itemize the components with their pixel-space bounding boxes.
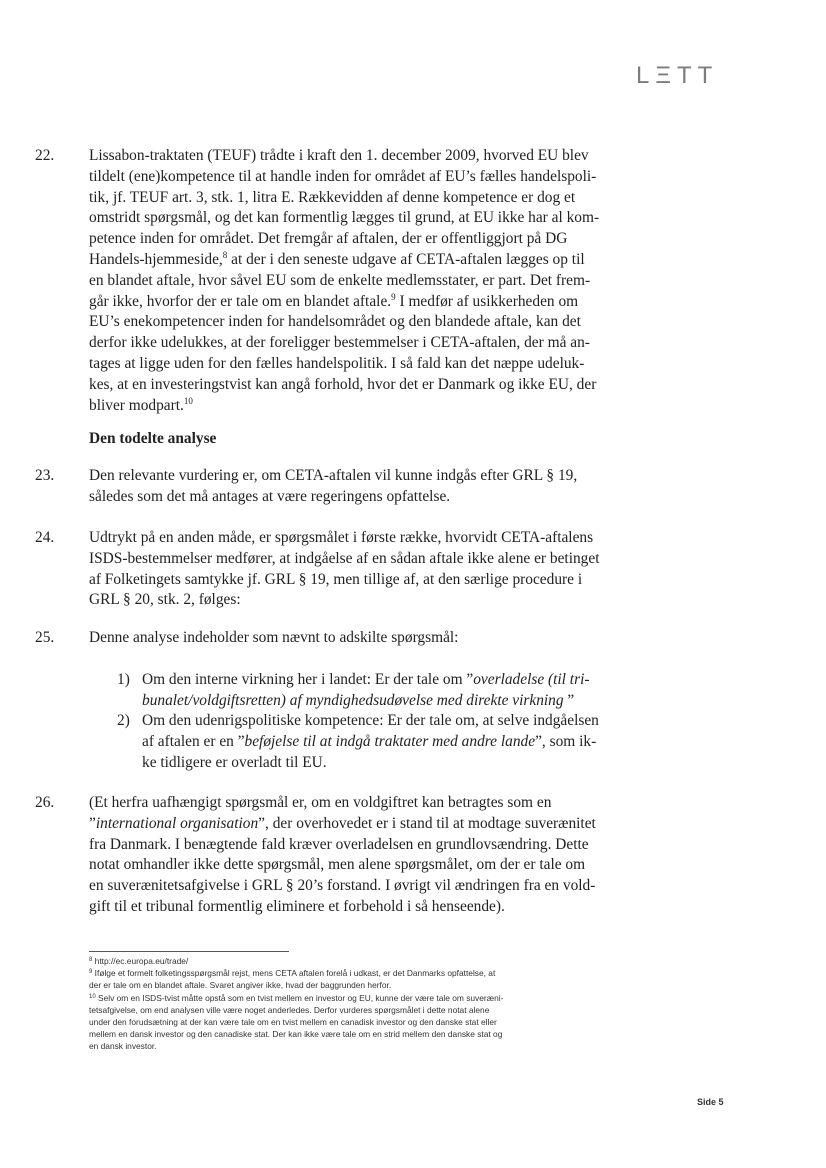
text-segment: Om den interne virkning her i landet: Er der tale om ” <box>142 671 474 688</box>
italic-segment: overladelse (til tri- <box>473 671 590 688</box>
paragraph-text <box>89 628 609 649</box>
text-line <box>89 992 609 1004</box>
text-segment: I medfør af usikkerheden om <box>395 292 579 310</box>
text-line: EU’s enekompetencer inden for handelsområdet og den blandede aftale, kan det <box>89 313 581 331</box>
text-line: der er tale om en blandet aftale. Svaret angiver ikke, hvad der baggrunden herfor. <box>89 980 392 991</box>
footnote-ref-8[interactable]: 8 <box>222 249 228 260</box>
paragraph-number: 25. <box>35 629 55 646</box>
paragraph-text <box>89 793 609 918</box>
text-segment: ” <box>563 691 575 709</box>
footnote-ref-10[interactable]: 10 <box>183 395 193 406</box>
text-line: tetsafgivelse, om end analysen ville være noget anderledes. Derfor vurderes spørgsmålet i dette notat alene <box>89 1004 490 1015</box>
text-line: fra Danmark. I benægtende fald kræver overladelsen en grundlovsændring. Dette <box>89 835 589 853</box>
footnote-divider <box>89 951 289 952</box>
paragraph-number: 26. <box>35 794 55 811</box>
text-line: (Et herfra uafhængigt spørgsmål er, om en voldgiftret kan betragtes som en <box>89 794 552 811</box>
text-line: Udtrykt på en anden måde, er spørgsmålet i første række, hvorvidt CETA-aftalens <box>89 529 594 546</box>
text-line: kes, at en investeringstvist kan angå forhold, hvor det er Danmark og ikke EU, der <box>89 375 597 393</box>
paragraph-text <box>89 466 609 508</box>
text-line: omstridt spørgsmål, og det kan formentlig lægges til grund, at EU ikke har al kom- <box>89 209 600 227</box>
text-line: notat omhandler ikke dette spørgsmål, men alene spørgsmålet, om der er tale om <box>89 856 586 874</box>
italic-segment: international organisation <box>95 814 259 832</box>
text-line: petence inden for området. Det fremgår af aftalen, der er offentliggjort på DG <box>89 230 568 248</box>
text-line: derfor ikke udelukkes, at der foreligger bestemmelser i CETA-aftalen, der må an- <box>89 334 590 352</box>
text-line: under den forudsætning at der kan være tale om en tvist mellem en canadisk investor og den danske stat eller <box>89 1017 497 1028</box>
text-line <box>142 732 599 753</box>
footnote-10 <box>89 992 609 1053</box>
text-segment: at der i den seneste udgave af CETA-aftalen lægges op til <box>227 250 585 268</box>
footnote-number: 8 <box>89 957 93 963</box>
italic-segment: bunalet/voldgiftsretten) af myndighedsudøvelse med direkte virkning <box>142 691 564 709</box>
text-line: Lissabon-traktaten (TEUF) trådte i kraft den 1. december 2009, hvorved EU blev <box>89 147 589 164</box>
text-segment: Ifølge et formelt folketingsspørgsmål rejst, mens CETA aftalen forelå i udkast, er det Danmarks opfattelse, at <box>94 968 496 979</box>
text-line <box>89 955 609 967</box>
paragraph-text <box>89 146 609 416</box>
paragraph-number: 23. <box>35 467 55 484</box>
text-line: tik, jf. TEUF art. 3, stk. 1, litra E. Rækkevidden af denne kompetence er dog et <box>89 188 576 206</box>
text-line: en suverænitetsafgivelse i GRL § 20’s forstand. I øvrigt vil ændringen fra en vold- <box>89 877 596 895</box>
text-line <box>89 967 609 979</box>
text-line <box>142 670 589 691</box>
text-line <box>89 292 609 313</box>
list-text <box>142 670 589 712</box>
text-line: Denne analyse indeholder som nævnt to adskilte spørgsmål: <box>89 629 459 646</box>
text-segment: ” <box>89 814 96 832</box>
footnotes <box>89 955 609 1053</box>
footnote-8 <box>89 955 609 967</box>
footnote-number: 9 <box>89 969 93 976</box>
text-segment: går ikke, hvorfor der er tale om en blandet aftale. <box>89 292 392 310</box>
paragraph-number: 22. <box>35 147 55 164</box>
text-line: af Folketingets samtykke jf. GRL § 19, men tillige af, at den særlige procedure i <box>89 570 583 588</box>
section-heading: Den todelte analyse <box>89 430 217 447</box>
paragraph-text <box>89 528 609 611</box>
text-line: ISDS-bestemmelser medfører, at indgåelse af en sådan aftale ikke alene er betinget <box>89 549 600 567</box>
italic-segment: beføjelse til at indgå traktater med andre lande <box>244 732 536 750</box>
text-line <box>89 396 609 417</box>
text-line <box>89 814 609 835</box>
text-line: tages at ligge uden for den fælles handelspolitik. I så fald kan det næppe udeluk- <box>89 354 585 372</box>
text-line: en blandet aftale, hvor såvel EU som de enkelte medlemsstater, er part. Det frem- <box>89 271 591 289</box>
text-segment: bliver modpart. <box>89 396 184 414</box>
text-line: gift til et tribunal formentlig eliminere et forbehold i så henseende). <box>89 897 505 915</box>
text-line: således som det må antages at være regeringens opfattelse. <box>89 487 451 505</box>
text-segment: ”, som ik- <box>535 732 597 750</box>
text-line: ke tidligere er overladt til EU. <box>142 753 327 771</box>
lett-logo: LΞTT <box>636 62 719 89</box>
text-line <box>142 691 589 712</box>
text-line: GRL § 20, stk. 2, følges: <box>89 591 241 609</box>
text-segment: Selv om en ISDS-tvist måtte opstå som en tvist mellem en investor og EU, kunne der være tale om suveræni- <box>98 992 504 1003</box>
text-line: tildelt (ene)kompetence til at handle inden for området af EU’s fælles handelspoli- <box>89 167 597 185</box>
footnote-ref-9[interactable]: 9 <box>391 291 396 302</box>
text-segment: af aftalen er en ” <box>142 732 245 750</box>
list-number: 1) <box>117 671 130 688</box>
list-number: 2) <box>117 712 130 729</box>
page-number: Side 5 <box>697 1097 724 1107</box>
footnote-link[interactable]: http://ec.europa.eu/trade/ <box>94 956 189 966</box>
paragraph-number: 24. <box>35 529 55 546</box>
text-line: mellem en dansk investor og den canadiske stat. Der kan ikke være tale om en strid mellem den danske stat og <box>89 1029 503 1040</box>
footnote-number: 10 <box>89 993 96 1000</box>
text-line <box>89 250 609 271</box>
text-line: Den relevante vurdering er, om CETA-aftalen vil kunne indgås efter GRL § 19, <box>89 467 578 484</box>
text-line: en dansk investor. <box>89 1041 157 1052</box>
list-text <box>142 711 599 773</box>
text-line: Om den udenrigspolitiske kompetence: Er der tale om, at selve indgåelsen <box>142 712 599 729</box>
footnote-9 <box>89 967 609 991</box>
text-segment: ”, der overhovedet er i stand til at modtage suverænitet <box>258 814 596 832</box>
text-segment: Handels-hjemmeside, <box>89 250 223 268</box>
